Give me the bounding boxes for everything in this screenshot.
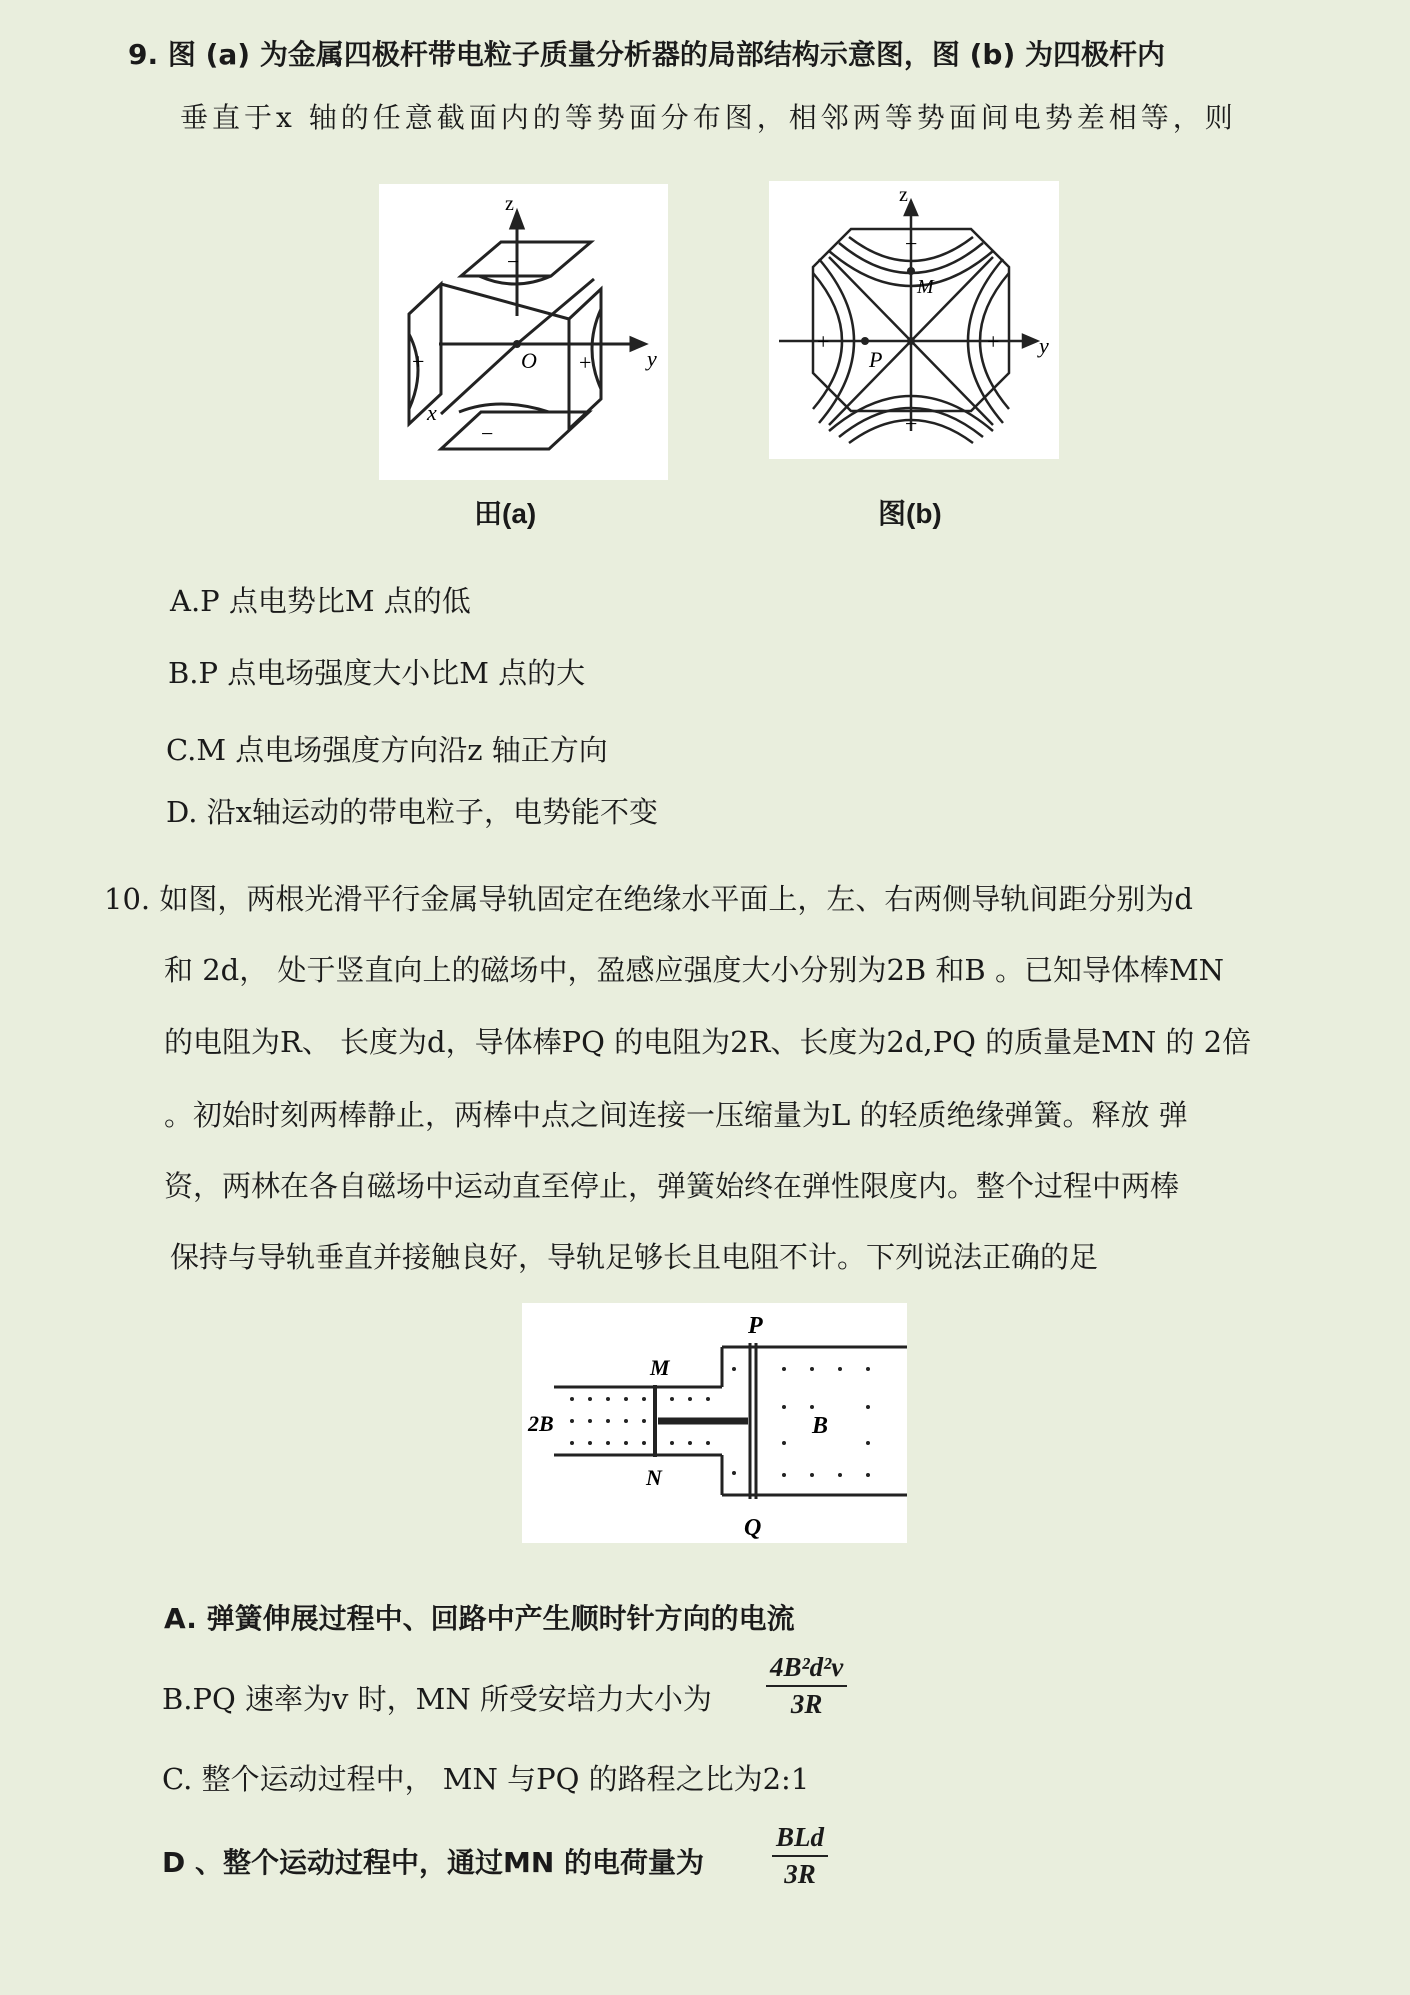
q9-figure-a xyxy=(379,184,668,480)
fraction-denominator: 3R xyxy=(790,1689,823,1719)
figure-b-caption: 图(b) xyxy=(878,498,942,529)
y-axis-label: y xyxy=(647,346,657,371)
label-p: P xyxy=(748,1313,763,1339)
z-axis-label: z xyxy=(899,184,908,206)
q9-option-c: C.M 点电场强度方向沿z 轴正方向 xyxy=(166,733,608,767)
q9-option-a: A.P 点电势比M 点的低 xyxy=(170,584,471,618)
q10-option-d: D 、整个运动过程中，通过MN 的电荷量为 xyxy=(162,1846,705,1879)
fraction-numerator: BLd xyxy=(772,1822,828,1857)
equipotential-diagram xyxy=(769,181,1059,459)
right-plus: + xyxy=(987,329,1000,354)
q10-figure xyxy=(522,1303,907,1543)
fraction-numerator: 4B²d²v xyxy=(766,1652,847,1687)
top-minus: − xyxy=(905,231,918,256)
q10-option-a: A. 弹簧伸展过程中、回路中产生顺时针方向的电流 xyxy=(164,1602,795,1635)
q10-option-b-fraction xyxy=(766,1652,847,1720)
q9-option-b: B.P 点电场强度大小比M 点的大 xyxy=(168,656,586,690)
origin-label: O xyxy=(521,348,537,373)
left-plus: + xyxy=(817,329,830,354)
label-m: M xyxy=(650,1355,670,1380)
point-p-label: P xyxy=(869,347,883,372)
z-axis-label: z xyxy=(505,193,514,215)
fraction-denominator: 3R xyxy=(784,1859,816,1889)
q10-stem-line5: 资，两林在各自磁场中运动直至停止，弹簧始终在弹性限度内。整个过程中两棒 xyxy=(164,1169,1180,1203)
q9-option-d: D. 沿x轴运动的带电粒子，电势能不变 xyxy=(166,795,659,829)
rail-circuit-diagram xyxy=(522,1303,907,1543)
q10-option-c: C. 整个运动过程中， MN 与PQ 的路程之比为2:1 xyxy=(162,1762,810,1796)
q10-stem-line4: 。初始时刻两棒静止，两棒中点之间连接一压缩量为L 的轻质绝缘弹簧。释放 弹 xyxy=(164,1098,1188,1132)
top-rod-minus: − xyxy=(507,249,520,274)
point-m-label: M xyxy=(917,276,934,298)
label-n: N xyxy=(646,1465,662,1490)
left-rod-plus: + xyxy=(412,349,425,374)
x-axis-label: x xyxy=(427,400,437,425)
label-b: B xyxy=(812,1413,829,1439)
q9-stem-line2: 垂直于x 轴的任意截面内的等势面分布图，相邻两等势面间电势差相等，则 xyxy=(180,101,1237,134)
right-rod-plus: + xyxy=(579,350,592,375)
label-2b: 2B xyxy=(528,1411,554,1436)
quadrupole-structure-diagram xyxy=(379,184,668,480)
q10-option-d-fraction xyxy=(772,1822,828,1890)
q9-stem-line1: 9. 图 (a) 为金属四极杆带电粒子质量分析器的局部结构示意图，图 (b) 为四极杆内 xyxy=(128,38,1165,71)
q10-stem-line1: 10. 如图，两根光滑平行金属导轨固定在绝缘水平面上，左、右两侧导轨间距分别为d xyxy=(104,882,1193,916)
q9-figure-b xyxy=(769,181,1059,459)
figure-a-caption: 田(a) xyxy=(474,498,537,529)
y-axis-label: y xyxy=(1039,333,1049,358)
bottom-rod-minus: − xyxy=(481,421,494,446)
q10-option-b: B.PQ 速率为v 时，MN 所受安培力大小为 xyxy=(162,1682,712,1716)
bottom-minus: − xyxy=(905,411,918,436)
q10-stem-line2: 和 2d， 处于竖直向上的磁场中，盈感应强度大小分别为2B 和B 。已知导体棒MN xyxy=(164,953,1225,987)
q10-stem-line3: 的电阻为R、 长度为d，导体棒PQ 的电阻为2R、长度为2d,PQ 的质量是MN 的 2倍 xyxy=(164,1025,1252,1059)
label-q: Q xyxy=(744,1515,762,1541)
q10-stem-line6: 保持与导轨垂直并接触良好，导轨足够长且电阻不计。下列说法正确的足 xyxy=(170,1240,1099,1274)
